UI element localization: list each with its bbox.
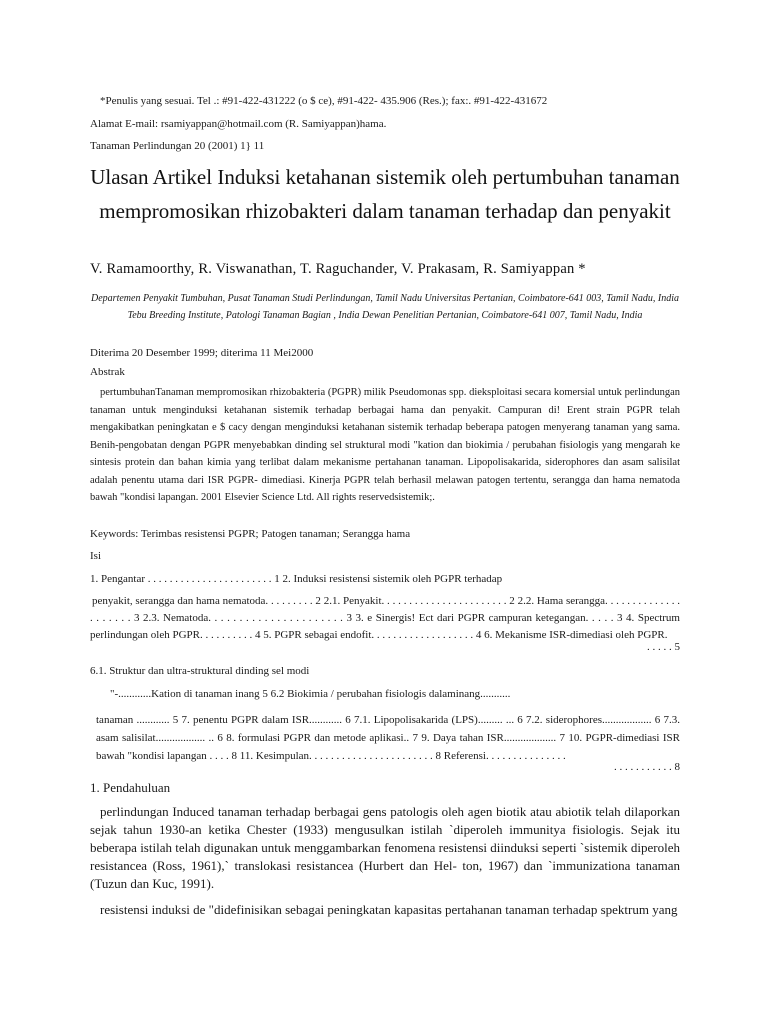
affiliations: Departemen Penyakit Tumbuhan, Pusat Tanaman Studi Perlindungan, Tamil Nadu Universitas Pertanian, Coimbatore-641 003, Tamil Nadu, India Tebu Breeding Institute, Patologi Tanaman Bagian , India Dewan Penelitian Pertanian, Coimbatore-641 007, Tamil Nadu, India [91, 293, 679, 321]
author-list: V. Ramamoorthy, R. Viswanathan, T. Raguchander, V. Prakasam, R. Samiyappan * [90, 261, 586, 277]
abstract-text: pertumbuhanTanaman mempromosikan rhizobakteria (PGPR) milik Pseudomonas spp. dieksploitasi secara komersial untuk perlindungan tanaman untuk menginduksi ketahanan sistemik terhadap berbagai hama dan penyakit. Campuran di! Erent strain PGPR telah mengakibatkan peningkatan e $ cacy dengan menginduksi ketahanan sistemik terhadap beberapa patogen menyerang tanaman yang sama. Benih-pengobatan dengan PGPR menyebabkan dinding sel struktural modi "kation dan biokimia / perubahan fisiologis yang mengarah ke sintesis protein dan bahan kimia yang terlibat dalam mekanisme pertahanan tanaman. Lipopolisakarida, siderophores dan asam salisilat adalah penentu utama dari ISR PGPR- dimediasi. Kinerja PGPR telah berhasil melawan patogen tertentu, serangga dan hama nematoda bawah "kondisi lapangan. 2001 Elsevier Science Ltd. All rights reservedsistemik;. [90, 387, 680, 503]
journal-reference: Tanaman Perlindungan 20 (2001) 1} 11 [90, 140, 265, 152]
keywords: Keywords: Terimbas resistensi PGPR; Patogen tanaman; Serangga hama [90, 528, 411, 540]
toc-block-2-end: . . . . . 5 [647, 641, 680, 653]
toc-block-5-end: . . . . . . . . . . . 8 [614, 761, 680, 773]
toc-line-1: 1. Pengantar . . . . . . . . . . . . . . . . . . . . . . . 1 2. Induksi resistensi sistemik oleh PGPR terhadap [90, 573, 503, 585]
toc-block-5: tanaman ............ 5 7. penentu PGPR dalam ISR............ 6 7.1. Lipopolisakarida (LPS)......... ... 6 7.2. siderophores.................. 6 7.3. asam salisilat.................. .. 6 8. formulasi PGPR dan metode aplikasi.. 7 9. Daya tahan ISR................... 7 10. PGPR-dimediasi ISR bawah "kondisi lapangan . . . . 8 11. Kesimpulan. . . . . . . . . . . . . . . . . . . . . . . 8 Referensi. . . . . . . . . . . . . . . [96, 714, 680, 762]
corresponding-author-footnote: *Penulis yang sesuai. Tel .: #91-422-431222 (o $ ce), #91-422- 435.906 (Res.); fax:. #91-422-431672 [100, 95, 548, 107]
intro-paragraph-2: resistensi induksi de "didefinisikan sebagai peningkatan kapasitas pertahanan tanaman terhadap spektrum yang [100, 902, 678, 917]
toc-line-3: 6.1. Struktur dan ultra-struktural dinding sel modi [90, 665, 310, 677]
abstract-heading: Abstrak [90, 366, 125, 378]
email-line: Alamat E-mail: rsamiyappan@hotmail.com (R. Samiyappan)hama. [90, 118, 387, 130]
article-title: Ulasan Artikel Induksi ketahanan sistemik oleh pertumbuhan tanaman mempromosikan rhizobakteri dalam tanaman terhadap dan penyakit [90, 165, 680, 223]
toc-line-4: "-............Kation di tanaman inang 5 6.2 Biokimia / perubahan fisiologis dalaminang........... [110, 688, 511, 700]
section-1-heading: 1. Pendahuluan [90, 780, 171, 795]
received-dates: Diterima 20 Desember 1999; diterima 11 Mei2000 [90, 347, 314, 359]
intro-paragraph-1: perlindungan Induced tanaman terhadap berbagai gens patologis oleh agen biotik atau abiotik telah dilaporkan sejak tahun 1930-an ketika Chester (1933) mengusulkan istilah `diperoleh immunitya fisiologis. Sejak itu beberapa istilah telah digunakan untuk menggambarkan fenomena resistensi diinduksi seperti `sistemik diperoleh resistancea (Ross, 1961),` translokasi resistancea (Hurbert dan Hel- ton, 1967) dan `immunizationa tanaman (Tuzun dan Kuc, 1991). [90, 804, 680, 891]
contents-heading: Isi [90, 550, 101, 562]
toc-block-2: penyakit, serangga dan hama nematoda. . . . . . . . . 2 2.1. Penyakit. . . . . . . . . . . . . . . . . . . . . . . 2 2.2. Hama serangga. . . . . . . . . . . . . . . . . . . . . 3 2.3. Nematoda. . . . . . . . . . . . . . . . . . . . . . 3 3. e Sinergis! Ect dari PGPR campuran ketegangan. . . . . 3 4. Spectrum perlindungan oleh PGPR. . . . . . . . . . 4 5. PGPR sebagai endofit. . . . . . . . . . . . . . . . . . . 4 6. Mekanisme ISR-dimediasi oleh PGPR. [90, 595, 680, 641]
